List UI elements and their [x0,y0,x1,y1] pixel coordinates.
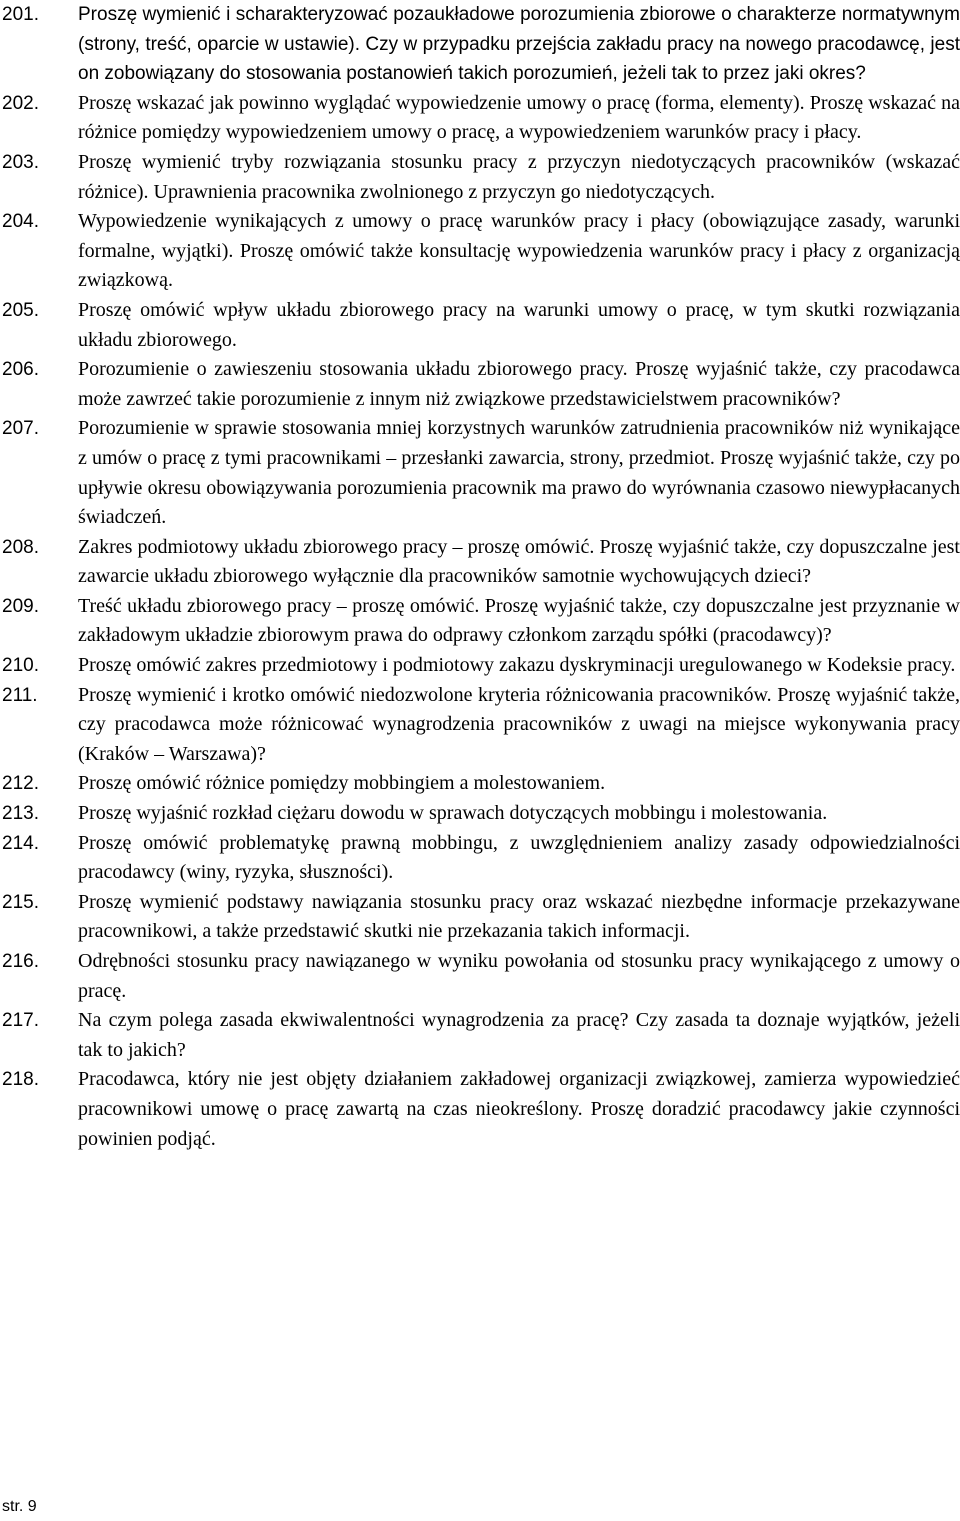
question-text: Zakres podmiotowy układu zbiorowego pracy – proszę omówić. Proszę wyjaśnić także, czy dopuszczalne jest zawarcie układu zbiorowego wyłącznie dla pracowników samotnie wychowujących dzieci? [78,535,960,588]
question-number: 217. [2,1010,39,1032]
question-text: Odrębności stosunku pracy nawiązanego w wyniku powołania od stosunku pracy wynikającego z umowy o pracę. [78,950,960,1002]
question-text: Proszę omówić wpływ układu zbiorowego pracy na warunki umowy o pracę, w tym skutki rozwiązania układu zbiorowego. [78,298,960,351]
question-text: Wypowiedzenie wynikających z umowy o pracę warunków pracy i płacy (obowiązujące zasady, warunki formalne, wyjątki). Proszę omówić także konsultację wypowiedzenia warunków pracy i płacy z organizacją związkową. [78,210,960,292]
question-text: Proszę wymienić i krotko omówić niedozwolone kryteria różnicowania pracowników. Proszę wyjaśnić także, czy pracodawca może różnicować wynagrodzenia pracowników z uwagi na miejsce wykonywania pracy (Kraków – Warszawa)? [78,683,960,765]
question-number: 214. [2,832,39,854]
question-text: Porozumienie o zawieszeniu stosowania układu zbiorowego pracy. Proszę wyjaśnić także, czy pracodawca może zawrzeć takie porozumienie z innym niż związkowe przedstawicielstwem pracowników? [78,358,960,410]
question-text: Proszę wyjaśnić rozkład ciężaru dowodu w sprawach dotyczących mobbingu i molestowania. [78,802,828,825]
question-item-215 [0,888,960,947]
question-item-204 [0,207,960,296]
question-number: 216. [2,951,39,972]
question-item-208 [0,533,960,592]
question-item-205 [0,296,960,355]
question-text: Proszę omówić zakres przedmiotowy i podmiotowy zakazu dyskryminacji uregulowanego w Kodeksie pracy. [78,654,956,677]
question-number: 203. [2,151,39,173]
question-text: Proszę wymienić podstawy nawiązania stosunku pracy oraz wskazać niezbędne informacje przekazywane pracownikowi, a także przedstawić skutki nie przekazania takich informacji. [78,890,960,943]
page-number-footer: str. 9 [2,1498,37,1515]
question-number: 201. [2,4,39,25]
question-item-212 [0,769,960,799]
question-text: Proszę wskazać jak powinno wyglądać wypowiedzenie umowy o pracę (forma, elementy). Proszę wskazać na różnice pomiędzy wypowiedzeniem umowy o pracę, a wypowiedzeniem warunków pracy i płacy. [78,91,960,144]
question-number: 202. [2,92,39,114]
question-text: Proszę wymienić i scharakteryzować pozaukładowe porozumienia zbiorowe o charakterze normatywnym (strony, treść, oparcie w ustawie). Czy w przypadku przejścia zakładu pracy na nowego pracodawcę, jest on zobowiązany do stosowania postanowień takich porozumień, jeżeli tak to przez jaki okres? [78,4,960,85]
question-number: 218. [2,1069,39,1091]
question-item-203 [0,148,960,207]
question-item-207 [0,414,960,532]
question-number: 204. [2,211,39,233]
question-item-210 [0,651,960,681]
question-number: 210. [2,655,39,677]
question-number: 205. [2,299,39,321]
question-item-213 [0,799,960,829]
question-text: Proszę omówić problematykę prawną mobbingu, z uwzględnieniem analizy zasady odpowiedzialności pracodawcy (winy, ryzyka, słuszności). [78,831,960,884]
question-text: Pracodawca, który nie jest objęty działaniem zakładowej organizacji związkowej, zamierza wypowiedzieć pracownikowi umowę o pracę zawartą na czas nieokreślony. Proszę doradzić pracodawcy jakie czynności powinien podjąć. [78,1068,960,1150]
question-text: Na czym polega zasada ekwiwalentności wynagrodzenia za pracę? Czy zasada ta doznaje wyjątków, jeżeli tak to jakich? [78,1009,960,1061]
question-number: 215. [2,891,39,913]
question-item-211 [0,681,960,770]
question-item-218 [0,1065,960,1154]
question-text: Proszę wymienić tryby rozwiązania stosunku pracy z przyczyn niedotyczących pracowników (wskazać różnice). Uprawnienia pracownika zwolnionego z przyczyn go niedotyczących. [78,150,960,203]
question-number: 213. [2,803,39,825]
question-item-209 [0,592,960,651]
question-text: Treść układu zbiorowego pracy – proszę omówić. Proszę wyjaśnić także, czy dopuszczalne jest przyznanie w zakładowym układzie zbiorowym prawa do odprawy członkom zarządu spółki (pracodawcy)? [78,594,960,647]
question-item-206 [0,355,960,414]
question-number: 206. [2,359,39,381]
question-item-217 [0,1006,960,1065]
question-number: 209. [2,595,39,617]
question-text: Proszę omówić różnice pomiędzy mobbingiem a molestowaniem. [78,772,606,795]
question-item-201 [0,0,960,89]
question-number: 212. [2,773,39,795]
question-number: 211. [2,684,38,706]
question-item-202 [0,89,960,148]
question-item-216 [0,947,960,1006]
question-number: 208. [2,536,39,558]
question-number: 207. [2,418,39,440]
question-text: Porozumienie w sprawie stosowania mniej korzystnych warunków zatrudnienia pracowników niż wynikające z umów o pracę z tymi pracownikami – przesłanki zawarcia, strony, przedmiot. Proszę wyjaśnić także, czy po upływie okresu obowiązywania porozumienia pracownik ma prawo do wyrównania czasowo niewypłacanych świadczeń. [78,417,960,529]
question-item-214 [0,829,960,888]
